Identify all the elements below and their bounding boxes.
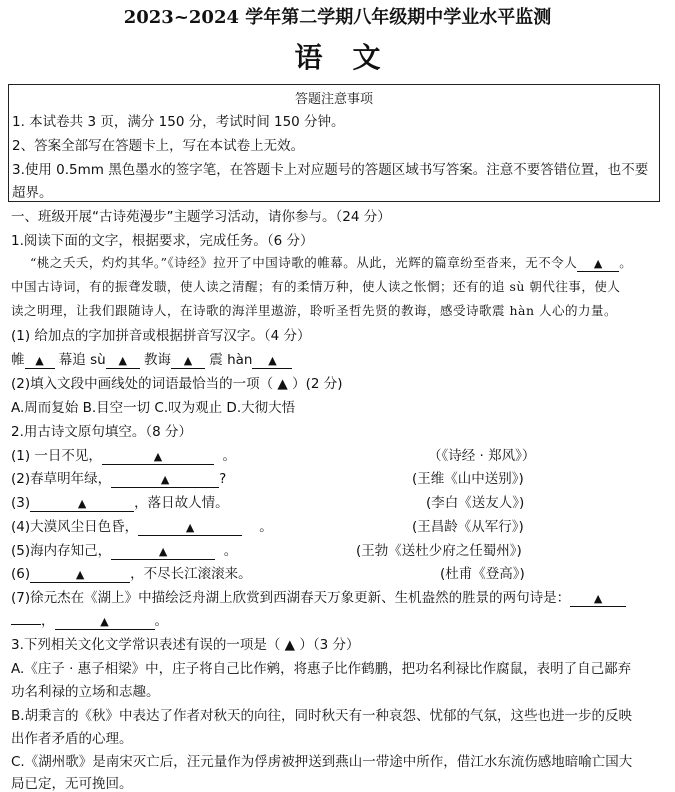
notice-item-4: 超界。 — [12, 185, 53, 201]
q3-option-c-line2: 局已定，无可挽回。 — [11, 776, 133, 792]
notice-item-1: 1. 本试卷共 3 页，满分 150 分，考试时间 150 分钟。 — [12, 114, 345, 130]
q2-item-7-line1: (7)徐元杰在《湖上》中描绘泛舟湖上欣赏到西湖春天万象更新、生机盎然的胜景的两句诗是： ▲ — [11, 586, 626, 607]
section-heading: 一、班级开展“古诗苑漫步”主题学习活动，请你参与。（24 分） — [11, 209, 391, 225]
q2-source-2: (王维《山中送别》) — [412, 471, 524, 487]
q2-source-1: （《诗经 · 郑风》） — [428, 448, 536, 464]
q3-option-a-line2: 功名利禄的立场和志趣。 — [11, 684, 160, 700]
q2-source-3: (李白《送友人》) — [426, 495, 525, 511]
question-3-stem: 3.下列相关文化文学常识表述有误的一项是（ ▲ ）（3 分） — [11, 637, 360, 653]
q3-option-a-line1: A.《庄子 · 惠子相梁》中，庄子将自己比作鹓，将惠子比作鹤鹏，把功名利禄比作腐鼠，表明了自己鄙弃 — [11, 661, 632, 677]
passage-line-1: “桃之夭夭，灼灼其华。”《诗经》拉开了中国诗歌的帷幕。从此，光辉的篇章纷至沓来，无不令人 ▲ 。 — [30, 255, 633, 270]
q1-sub2-options: A.周而复始 B.目空一切 C.叹为观止 D.大彻大悟 — [11, 400, 296, 416]
q3-option-b-line1: B.胡秉言的《秋》中表达了作者对秋天的向往，同时秋天有一种哀怨、忧郁的气氛，这些也进一步的反映 — [11, 708, 633, 724]
q1-sub2-stem: (2)填入文段中画线处的词语最恰当的一项（ ▲ ）(2 分) — [11, 376, 343, 392]
notice-item-3: 3.使用 0.5mm 黑色墨水的签字笔，在答题卡上对应题号的答题区域书写答案。注意不要答错位置，也不要 — [12, 162, 649, 178]
q2-item-3: (3) ▲ ，落日故人情。 — [11, 495, 229, 511]
q1-sub1-stem: (1) 给加点的字加拼音或根据拼音写汉字。（4 分） — [11, 328, 311, 344]
notice-item-2: 2、答案全部写在答题卡上，写在本试卷上无效。 — [12, 138, 305, 154]
q2-item-6: (6) ▲ ，不尽长江滚滚来。 — [11, 566, 252, 582]
q2-item-5: (5)海内存知己， ▲ 。 — [11, 543, 238, 559]
passage-line-3: 读之明理，让我们跟随诗人，在诗歌的海洋里遨游，聆听圣哲先贤的教诲，感受诗歌震 hàn 人心的力量。 — [11, 303, 618, 318]
q3-option-c-line1: C.《湖州歌》是南宋灭亡后，汪元量作为俘虏被押送到燕山一带途中所作，借江水东流伤感地暗喻亡国大 — [11, 754, 633, 770]
q1-sub1-items: 帷 ▲ 幕追 sù ▲ 教诲 ▲ 震 hàn ▲ — [11, 348, 292, 369]
question-2-stem: 2.用古诗文原句填空。（8 分） — [11, 424, 193, 440]
q2-item-4: (4)大漠风尘日色昏， ▲ 。 — [11, 519, 273, 535]
q2-source-6: (杜甫《登高》) — [440, 566, 525, 582]
q2-item-7-line2: ， ▲ 。 — [11, 609, 168, 630]
subject-title: 语文 — [294, 41, 411, 74]
notice-title: 答题注意事项 — [294, 92, 373, 107]
exam-title: 2023~2024 学年第二学期八年级期中学业水平监测 — [123, 7, 552, 28]
q3-option-b-line2: 出作者矛盾的心理。 — [11, 731, 133, 747]
q2-source-5: (王勃《送杜少府之任蜀州》) — [356, 543, 522, 559]
q2-source-4: (王昌龄《从军行》) — [412, 519, 524, 535]
passage-line-2: 中国古诗词，有的振聋发聩，使人读之清醒；有的柔情万种，使人读之怅惘；还有的追 sù 朝代往事，使人 — [11, 279, 621, 294]
notice-box — [8, 84, 660, 202]
q2-item-2: (2)春草明年绿， ▲ ? — [11, 471, 227, 487]
q2-item-1: (1) 一日不见， ▲ 。 — [11, 448, 237, 464]
question-1-stem: 1.阅读下面的文字，根据要求，完成任务。（6 分） — [11, 233, 314, 249]
